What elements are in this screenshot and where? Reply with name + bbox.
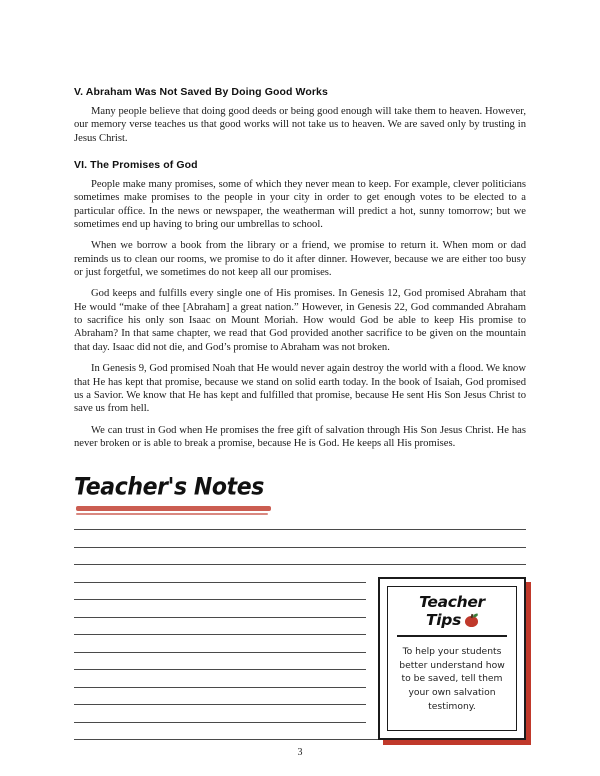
note-rule-line (74, 652, 366, 653)
title-underline-thin (76, 513, 268, 515)
teachers-notes-header (74, 476, 526, 515)
note-rule-line (74, 599, 366, 600)
tips-text-line: better understand how (399, 659, 505, 671)
title-underline-thick (76, 506, 271, 511)
paragraph: We can trust in God when He promises the free gift of salvation through His Son Jesus Christ. He has never broken or is able to break a promise, because He is God. He keeps all His promises. (74, 424, 526, 449)
page-number: 3 (297, 747, 303, 758)
divider (397, 635, 507, 637)
apple-icon (465, 614, 478, 627)
paragraph: In Genesis 9, God promised Noah that He would never again destroy the world with a flood. We know that He has kept that promise, because we stand on solid earth today. In the book of Isaiah, God promised us a Savior. We know that He has kept and fulfilled that promise, because He sent His Son Jesus Christ to save us from hell. (74, 363, 526, 415)
note-rule-line (74, 582, 366, 583)
teacher-tips-title-line2: Tips (425, 610, 461, 629)
note-rule-line (74, 704, 366, 705)
teachers-notes-title: Teacher's Notes (74, 474, 264, 502)
paragraph: People make many promises, some of which they never mean to keep. For example, clever politicians sometimes make promises to the people in your city in order to get enough votes to be elected to a particular office. In the news or newspaper, the weatherman will predict a hot, sunny tomorrow; but we sometimes end up having to bring our umbrellas to school. (74, 179, 526, 231)
notes-writing-area (74, 529, 526, 761)
tips-text-line: testimony. (428, 700, 476, 712)
note-rule-line (74, 529, 526, 530)
paragraph: When we borrow a book from the library or a friend, we promise to return it. When mom or dad reminds us to clean our rooms, we promise to do it after dinner. However, because we are either too busy or just forgetful, we sometimes do not keep all our promises. (74, 240, 526, 279)
teacher-tips-inner-frame (387, 586, 517, 731)
tips-text-line: To help your students (402, 645, 502, 657)
teacher-tips-card (378, 577, 526, 740)
note-rule-line (74, 722, 366, 723)
tips-text-line: your own salvation (408, 687, 496, 699)
note-rule-line (74, 687, 366, 688)
note-rule-line (74, 634, 366, 635)
teacher-tips-title (397, 595, 507, 628)
paragraph: Many people believe that doing good deeds or being good enough will take them to heaven. However, our memory verse teaches us that good works will not take us to heaven. We are saved only by trusting in Jesus Christ. (74, 106, 526, 144)
paragraph: God keeps and fulfills every single one of His promises. In Genesis 12, God promised Abraham that He would “make of thee [Abraham] a great nation.” However, in Genesis 22, God commanded Abraham to sacrifice his only son Isaac on Mount Moriah. How would God be able to keep His promise to Abraham? In that same chapter, we read that God provided another sacrifice to be given on the mountain that day. Isaac did not die, and God’s promise to Abraham was not broken. (74, 288, 526, 353)
section-heading-6: VI. The Promises of God (74, 159, 198, 172)
teacher-tips-text (397, 645, 507, 714)
teacher-tips-title-line1: Teacher (419, 593, 485, 612)
note-rule-line (74, 669, 366, 670)
note-rule-line (74, 547, 526, 548)
section-heading-5: V. Abraham Was Not Saved By Doing Good Works (74, 86, 328, 98)
tips-text-line: to be saved, tell them (401, 673, 503, 685)
note-rule-line (74, 564, 526, 565)
note-rule-line (74, 617, 366, 618)
